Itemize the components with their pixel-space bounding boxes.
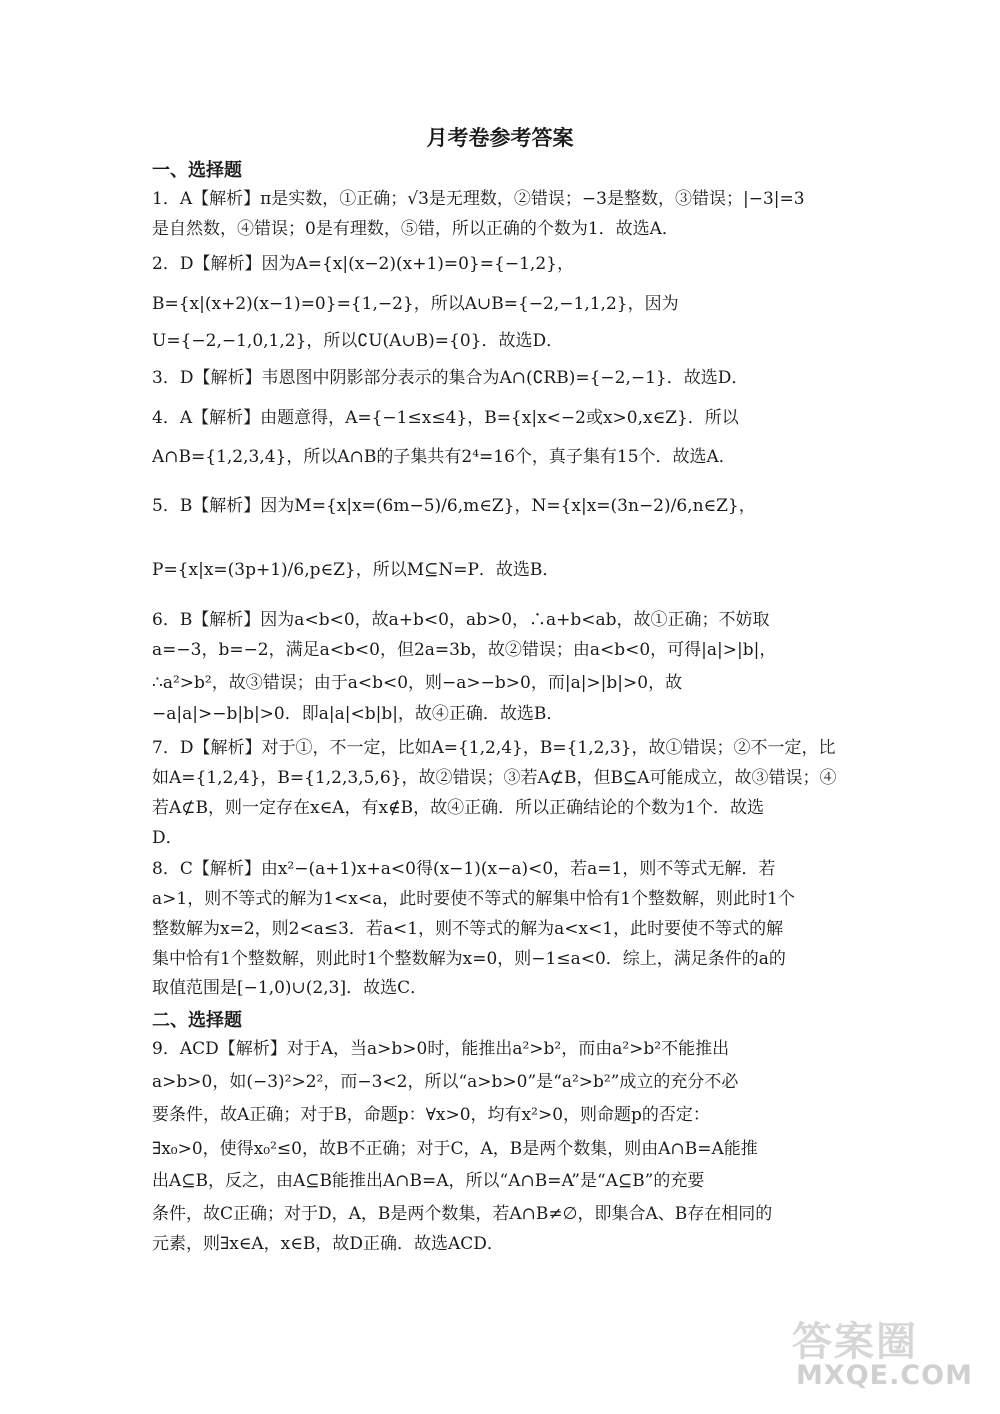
answer-line: B={x|(x+2)(x−1)=0}={1,−2}，所以A∪B={−2,−1,1,2}，因为 [152, 294, 679, 314]
answer-line: 若A⊄B，则一定存在x∈A，有x∉B，故④正确．所以正确结论的个数为1个．故选 [152, 798, 764, 818]
watermark-logo [782, 1310, 982, 1400]
answer-line: P={x|x=(3p+1)/6,p∈Z}，所以M⊆N=P．故选B． [152, 560, 560, 580]
answer-line: a>b>0，如(−3)²>2²，而−3<2，所以“a>b>0”是“a²>b²”成立的充分不必 [152, 1072, 739, 1092]
answer-line: 整数解为x=2，则2<a≤3．若a<1，则不等式的解为a<x<1，此时要使不等式的解 [152, 919, 784, 939]
section-heading-2: 二、选择题 [152, 1010, 242, 1031]
answer-line: −a|a|>−b|b|>0．即a|a|<b|b|，故④正确．故选B． [152, 704, 564, 724]
answer-line: ∃x₀>0，使得x₀²≤0，故B不正确；对于C，A，B是两个数集，则由A∩B=A能推 [152, 1139, 758, 1159]
answer-line: 条件，故C正确；对于D，A，B是两个数集，若A∩B≠∅，即集合A、B存在相同的 [152, 1204, 773, 1224]
answer-line: 6．B【解析】因为a<b<0，故a+b<0，ab>0，∴a+b<ab，故①正确；不妨取 [152, 610, 770, 630]
answer-line: D． [152, 828, 183, 848]
answer-line: ∴a²>b²，故③错误；由于a<b<0，则−a>−b>0，而|a|>|b|>0，故 [152, 673, 683, 693]
page-title: 月考卷参考答案 [426, 126, 574, 150]
section-heading-1: 一、选择题 [152, 160, 242, 181]
watermark-text: 答案圈 [792, 1319, 918, 1365]
answer-line: 3．D【解析】韦恩图中阴影部分表示的集合为A∩(∁RB)={−2,−1}．故选D． [152, 368, 749, 388]
answer-line: 5．B【解析】因为M={x|x=(6m−5)/6,m∈Z}，N={x|x=(3n−2)/6,n∈Z}， [152, 496, 756, 516]
answer-line: a>1，则不等式的解为1<x<a，此时要使不等式的解集中恰有1个整数解，则此时1个 [152, 889, 795, 909]
answer-line: 元素，则∃x∈A，x∈B，故D正确．故选ACD． [152, 1234, 504, 1254]
answer-line: U={−2,−1,0,1,2}，所以∁U(A∪B)={0}．故选D． [152, 331, 564, 351]
answer-line: 是自然数，④错误；0是有理数，⑤错，所以正确的个数为1．故选A． [152, 219, 679, 239]
answer-line: 2．D【解析】因为A={x|(x−2)(x+1)=0}={−1,2}， [152, 254, 574, 274]
answer-line: 4．A【解析】由题意得，A={−1≤x≤4}，B={x|x<−2或x>0,x∈Z}．所以 [152, 408, 739, 428]
answer-line: 要条件，故A正确；对于B，命题p：∀x>0，均有x²>0，则命题p的否定： [152, 1105, 710, 1125]
answer-line: 取值范围是[−1,0)∪(2,3]．故选C． [152, 978, 428, 998]
answer-line: 集中恰有1个整数解，则此时1个整数解为x=0，则−1≤a<0．综上，满足条件的a的 [152, 949, 786, 969]
answer-line: 9．ACD【解析】对于A，当a>b>0时，能推出a²>b²，而由a²>b²不能推出 [152, 1039, 730, 1059]
answer-line: a=−3，b=−2，满足a<b<0，但2a=3b，故②错误；由a<b<0，可得|a|>|b|， [152, 640, 777, 660]
watermark-url: MXQE.COM [796, 1360, 973, 1391]
answer-line: 1．A【解析】π是实数，①正确；√3是无理数，②错误；−3是整数，③错误；|−3|=3 [152, 189, 805, 209]
answer-line: 如A={1,2,4}，B={1,2,3,5,6}，故②错误；③若A⊄B，但B⊆A可能成立，故③错误；④ [152, 768, 837, 788]
answer-line: 出A⊆B，反之，由A⊆B能推出A∩B=A，所以“A∩B=A”是“A⊆B”的充要 [152, 1171, 705, 1191]
answer-line: 8．C【解析】由x²−(a+1)x+a<0得(x−1)(x−a)<0，若a=1，则不等式无解．若 [152, 859, 776, 879]
answer-line: 7．D【解析】对于①，不一定，比如A={1,2,4}，B={1,2,3}，故①错误；②不一定，比 [152, 738, 836, 758]
answer-line: A∩B={1,2,3,4}，所以A∩B的子集共有2⁴=16个，真子集有15个．故选A． [152, 447, 736, 467]
